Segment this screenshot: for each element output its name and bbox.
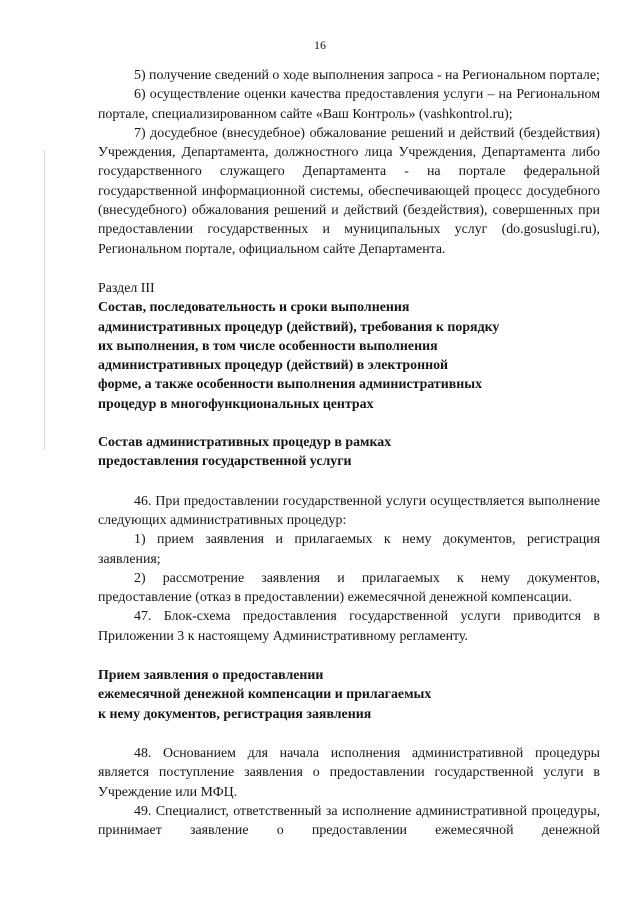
scan-margin-line (44, 150, 45, 450)
page-number: 16 (314, 38, 326, 52)
paragraph: 49. Специалист, ответственный за исполнение административной процедуры, принимает заявление о предоставлении ежемесячной денежной (98, 803, 600, 839)
list-item: 2) рассмотрение заявления и прилагаемых к нему документов, предоставление (отказ в предоставлении) ежемесячной денежной компенсации. (98, 570, 600, 606)
subsection-title (98, 433, 600, 472)
subsection-title (98, 666, 600, 724)
section-title-line: их выполнения, в том числе особенности выполнения (98, 338, 438, 354)
list-item: 1) прием заявления и прилагаемых к нему документов, регистрация заявления; (98, 532, 600, 567)
section-title-line: административных процедур (действий), требования к порядку (98, 319, 500, 335)
section-title-line: административных процедур (действий) в электронной (98, 358, 449, 374)
subsection-title-line: ежемесячной денежной компенсации и прилагаемых (98, 687, 432, 703)
list-item: 7) досудебное (внесудебное) обжалование решений и действий (бездействия) Учреждения, Департамента, должностного лица Учреждения, Департамента либо государственного служащего Департамента - на портале федеральной государственной информационной системы, обеспечивающей процесс досудебного (внесудебного) обжалования решений и действий (бездействия), совершенных при предоставлении государственных и муниципальных услуг (do.gosuslugi.ru), Региональном портале, официальном сайте Департамента. (98, 125, 600, 257)
subsection-title-line: к нему документов, регистрация заявления (98, 706, 372, 722)
page-body (98, 66, 600, 840)
section-label: Раздел III (98, 280, 155, 296)
section-title-line: процедур в многофункциональных центрах (98, 396, 374, 412)
section-title-line: форме, а также особенности выполнения административных (98, 377, 483, 393)
subsection-title-line: предоставления государственной услуги (98, 454, 352, 470)
list-item: 5) получение сведений о ходе выполнения запроса - на Региональном портале; (134, 68, 600, 83)
subsection-title-line: Прием заявления о предоставлении (98, 668, 324, 684)
paragraph: 48. Основанием для начала исполнения административной процедуры является поступление заявления о предоставлении государственной услуги в Учреждение или МФЦ. (98, 745, 600, 800)
list-item: 6) осуществление оценки качества предоставления услуги – на Региональном портале, специализированном сайте «Ваш Контроль» (vashkontrol.ru); (98, 87, 600, 122)
paragraph: 46. При предоставлении государственной услуги осуществляется выполнение следующих административных процедур: (98, 493, 600, 528)
section-title (98, 298, 600, 414)
section-title-line: Состав, последовательность и сроки выполнения (98, 300, 410, 316)
paragraph: 47. Блок-схема предоставления государственной услуги приводится в Приложении 3 к настоящему Административному регламенту. (98, 609, 600, 644)
subsection-title-line: Состав административных процедур в рамках (98, 435, 392, 451)
